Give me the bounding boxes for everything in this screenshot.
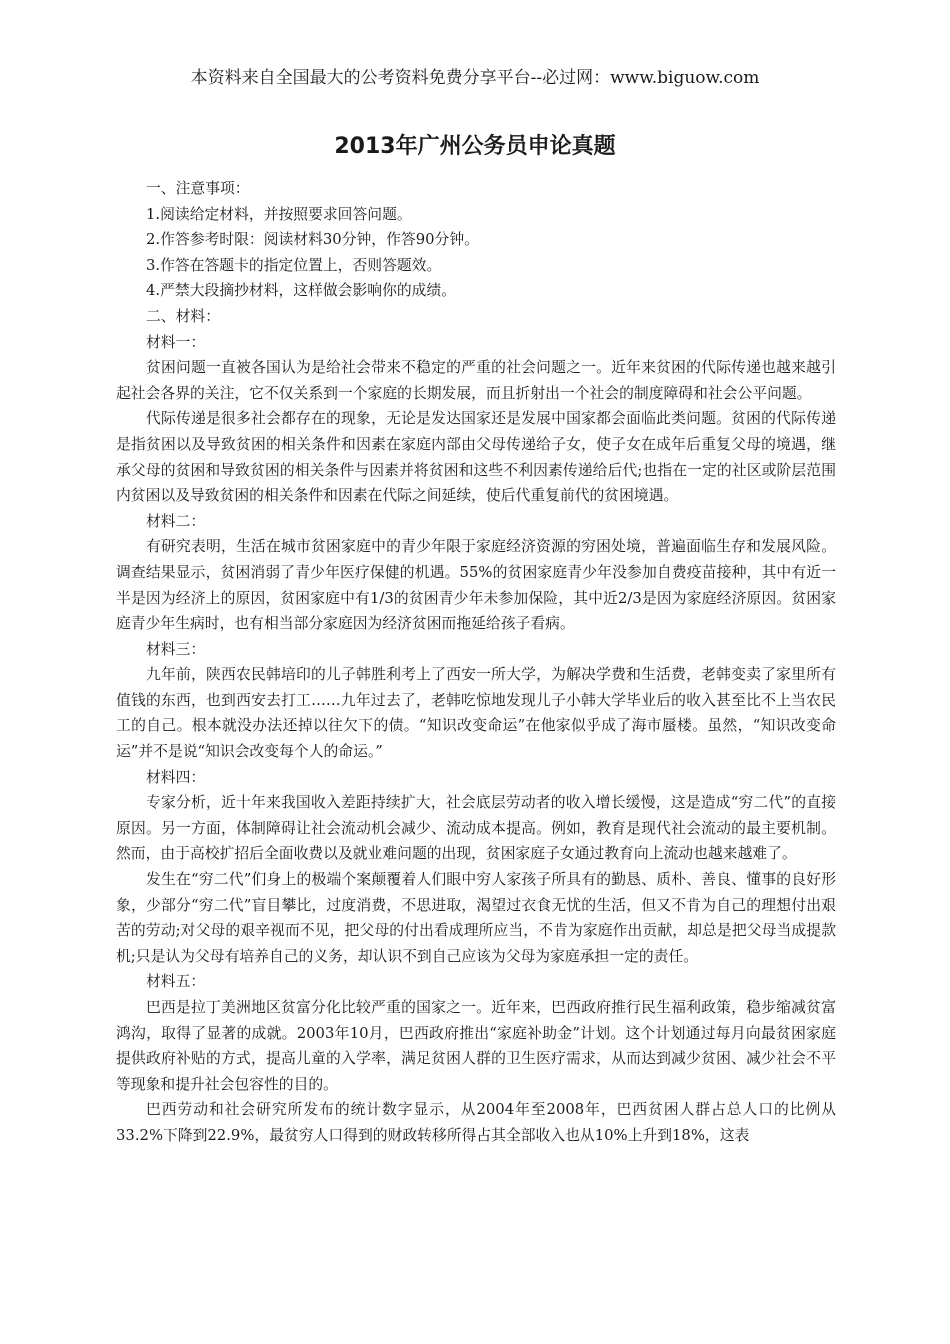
material-2-paragraph-1: 有研究表明，生活在城市贫困家庭中的青少年限于家庭经济资源的穷困处境，普遍面临生存和发展风险。调查结果显示，贫困消弱了青少年医疗保健的机遇。55%的贫困家庭青少年没参加自费疫苗接种，其中有近一半是因为经济上的原因，贫困家庭中有1/3的贫困青少年未参加保险，其中近2/3是因为家庭经济原因。贫困家庭青少年生病时，也有相当部分家庭因为经济贫困而拖延给孩子看病。 xyxy=(116,538,836,633)
notice-item-1: 1.阅读给定材料，并按照要求回答问题。 xyxy=(146,205,412,223)
material-5-paragraph-1: 巴西是拉丁美洲地区贫富分化比较严重的国家之一。近年来，巴西政府推行民生福利政策，稳步缩减贫富鸿沟，取得了显著的成就。2003年10月，巴西政府推出“家庭补助金”计划。这个计划通过每月向最贫困家庭提供政府补贴的方式，提高儿童的入学率，满足贫困人群的卫生医疗需求，从而达到减少贫困、减少社会不平等现象和提升社会包容性的目的。 xyxy=(116,999,836,1093)
document-body xyxy=(116,176,836,1149)
material-4-paragraph-2: 发生在“穷二代”们身上的极端个案颠覆着人们眼中穷人家孩子所具有的勤恳、质朴、善良、懂事的良好形象，少部分“穷二代”盲目攀比，过度消费，不思进取，渴望过衣食无忧的生活，但又不肯为自己的理想付出艰苦的劳动;对父母的艰辛视而不见，把父母的付出看成理所应当，不肯为家庭作出贡献，却总是把父母当成提款机;只是认为父母有培养自己的义务，却认识不到自己应该为父母为家庭承担一定的责任。 xyxy=(116,871,836,965)
document-title: 2013年广州公务员申论真题 xyxy=(334,134,616,159)
material-3-paragraph-1: 九年前，陕西农民韩培印的儿子韩胜利考上了西安一所大学，为解决学费和生活费，老韩变卖了家里所有值钱的东西，也到西安去打工……九年过去了，老韩吃惊地发现儿子小韩大学毕业后的收入甚至比不上当农民工的自己。根本就没办法还掉以往欠下的债。“知识改变命运”在他家似乎成了海市蜃楼。虽然，“知识改变命运”并不是说“知识会改变每个人的命运。” xyxy=(116,666,836,761)
material-1-heading: 材料一： xyxy=(146,333,206,351)
material-2-heading: 材料二： xyxy=(146,512,206,530)
page-header: 本资料来自全国最大的公考资料免费分享平台--必过网：www.biguow.com xyxy=(190,68,760,88)
materials-heading: 二、材料： xyxy=(146,307,220,325)
material-4-paragraph-1: 专家分析，近十年来我国收入差距持续扩大，社会底层劳动者的收入增长缓慢，这是造成“穷二代”的直接原因。另一方面，体制障碍让社会流动机会减少、流动成本提高。例如，教育是现代社会流动的最主要机制。然而，由于高校扩招后全面收费以及就业难问题的出现，贫困家庭子女通过教育向上流动也越来越难了。 xyxy=(116,794,836,863)
material-4-heading: 材料四： xyxy=(146,768,206,786)
notice-item-3: 3.作答在答题卡的指定位置上，否则答题效。 xyxy=(146,256,442,274)
material-1-paragraph-1: 贫困问题一直被各国认为是给社会带来不稳定的严重的社会问题之一。近年来贫困的代际传递也越来越引起社会各界的关注，它不仅关系到一个家庭的长期发展，而且折射出一个社会的制度障碍和社会公平问题。 xyxy=(116,359,836,402)
material-5-heading: 材料五： xyxy=(146,973,206,991)
material-5-paragraph-2: 巴西劳动和社会研究所发布的统计数字显示，从2004年至2008年，巴西贫困人群占总人口的比例从33.2%下降到22.9%，最贫穷人口得到的财政转移所得占其全部收入也从10%上升到18%，这表 xyxy=(116,1101,836,1144)
material-3-heading: 材料三： xyxy=(146,640,206,658)
notice-heading: 一、注意事项： xyxy=(146,180,250,197)
material-1-paragraph-2: 代际传递是很多社会都存在的现象，无论是发达国家还是发展中国家都会面临此类问题。贫困的代际传递是指贫困以及导致贫困的相关条件和因素在家庭内部由父母传递给子女，使子女在成年后重复父母的境遇，继承父母的贫困和导致贫困的相关条件与因素并将贫困和这些不利因素传递给后代;也指在一定的社区或阶层范围内贫困以及导致贫困的相关条件和因素在代际之间延续，使后代重复前代的贫困境遇。 xyxy=(116,410,836,505)
notice-item-2: 2.作答参考时限：阅读材料30分钟，作答90分钟。 xyxy=(146,231,479,249)
notice-item-4: 4.严禁大段摘抄材料，这样做会影响你的成绩。 xyxy=(146,282,457,300)
